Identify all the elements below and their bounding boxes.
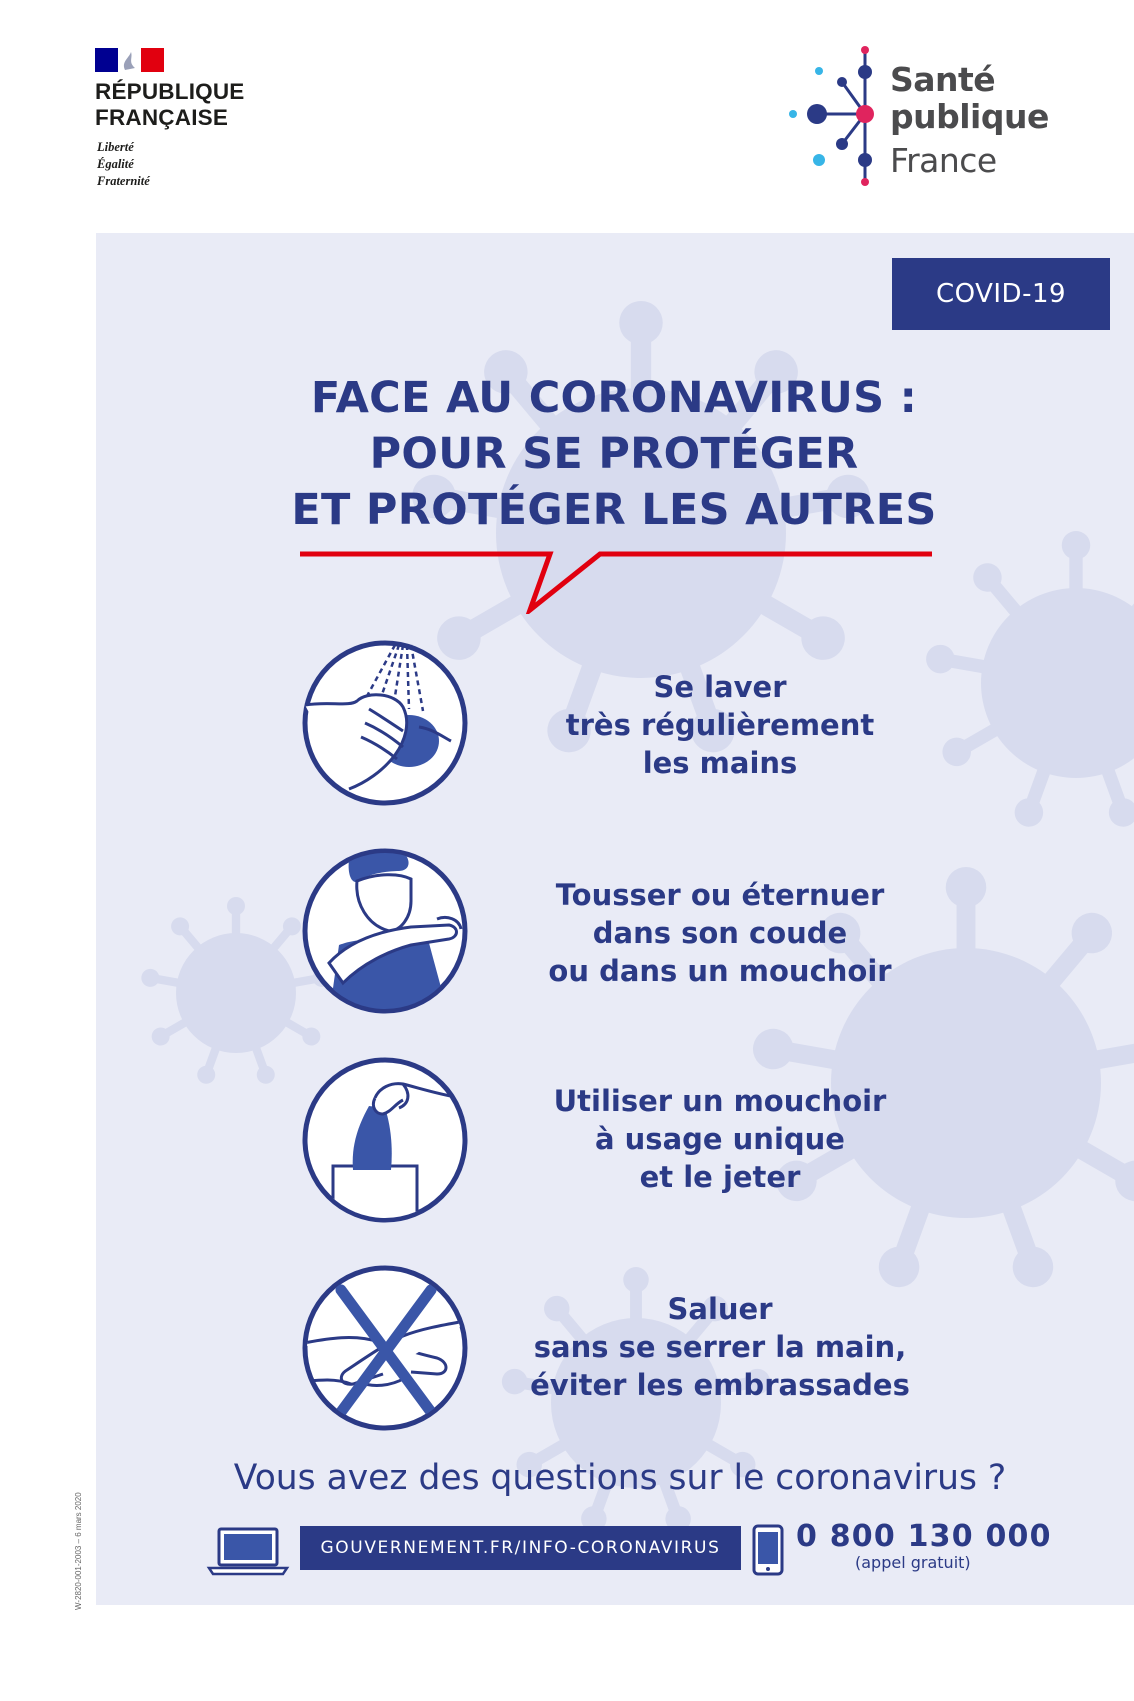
advice-4-line-1: Saluer [667,1292,773,1326]
republique-francaise-line1: RÉPUBLIQUE [95,79,245,104]
advice-1-line-3: les mains [642,746,798,780]
tissue-box-icon [299,1054,471,1226]
questions-heading: Vous avez des questions sur le coronavirus ? [233,1458,1007,1498]
speech-bubble-line [298,548,934,614]
laptop-icon [205,1526,291,1576]
title-line-3: ET PROTÉGER LES AUTRES [291,485,937,535]
motto-fraternite: Fraternité [97,174,150,188]
advice-1-text [510,668,930,782]
advice-1-line-1: Se laver [653,670,787,704]
advice-2-line-1: Tousser ou éternuer [555,878,885,912]
spf-publique: publique [890,97,1049,136]
advice-3-text [510,1082,930,1196]
document-reference: W-2820-001-2003 – 6 mars 2020 [74,1492,83,1610]
title-line-2: POUR SE PROTÉGER [369,429,859,479]
motto-egalite: Égalité [97,157,134,171]
no-handshake-icon [299,1262,471,1434]
covid-badge: COVID-19 [892,258,1110,330]
phone-number[interactable]: 0 800 130 000 [796,1519,1052,1554]
advice-2-line-2: dans son coude [592,916,848,950]
advice-3-line-3: et le jeter [639,1160,801,1194]
french-flag-icon [95,48,164,72]
advice-4-line-2: sans se serrer la main, [533,1330,907,1364]
advice-3-line-2: à usage unique [595,1122,845,1156]
advice-4-text [510,1290,930,1404]
gouvernement-info-link[interactable]: GOUVERNEMENT.FR/INFO-CORONAVIRUS [300,1526,741,1570]
spf-sante: Santé [890,60,996,99]
advice-2-line-3: ou dans un mouchoir [548,954,892,988]
free-call-note: (appel gratuit) [855,1553,971,1572]
mobile-phone-icon [752,1524,784,1576]
advice-1-line-2: très régulièrement [565,708,875,742]
republique-francaise-line2: FRANÇAISE [95,105,229,130]
advice-3-line-1: Utiliser un mouchoir [553,1084,887,1118]
hand-washing-icon [299,637,471,809]
motto-liberte: Liberté [97,140,134,154]
advice-4-line-3: éviter les embrassades [530,1368,910,1402]
sante-publique-france-molecule-icon [787,44,897,190]
title-line-1: FACE AU CORONAVIRUS : [310,373,918,423]
advice-2-text [510,876,930,990]
cough-in-elbow-icon [299,845,471,1017]
spf-france: France [890,141,997,180]
